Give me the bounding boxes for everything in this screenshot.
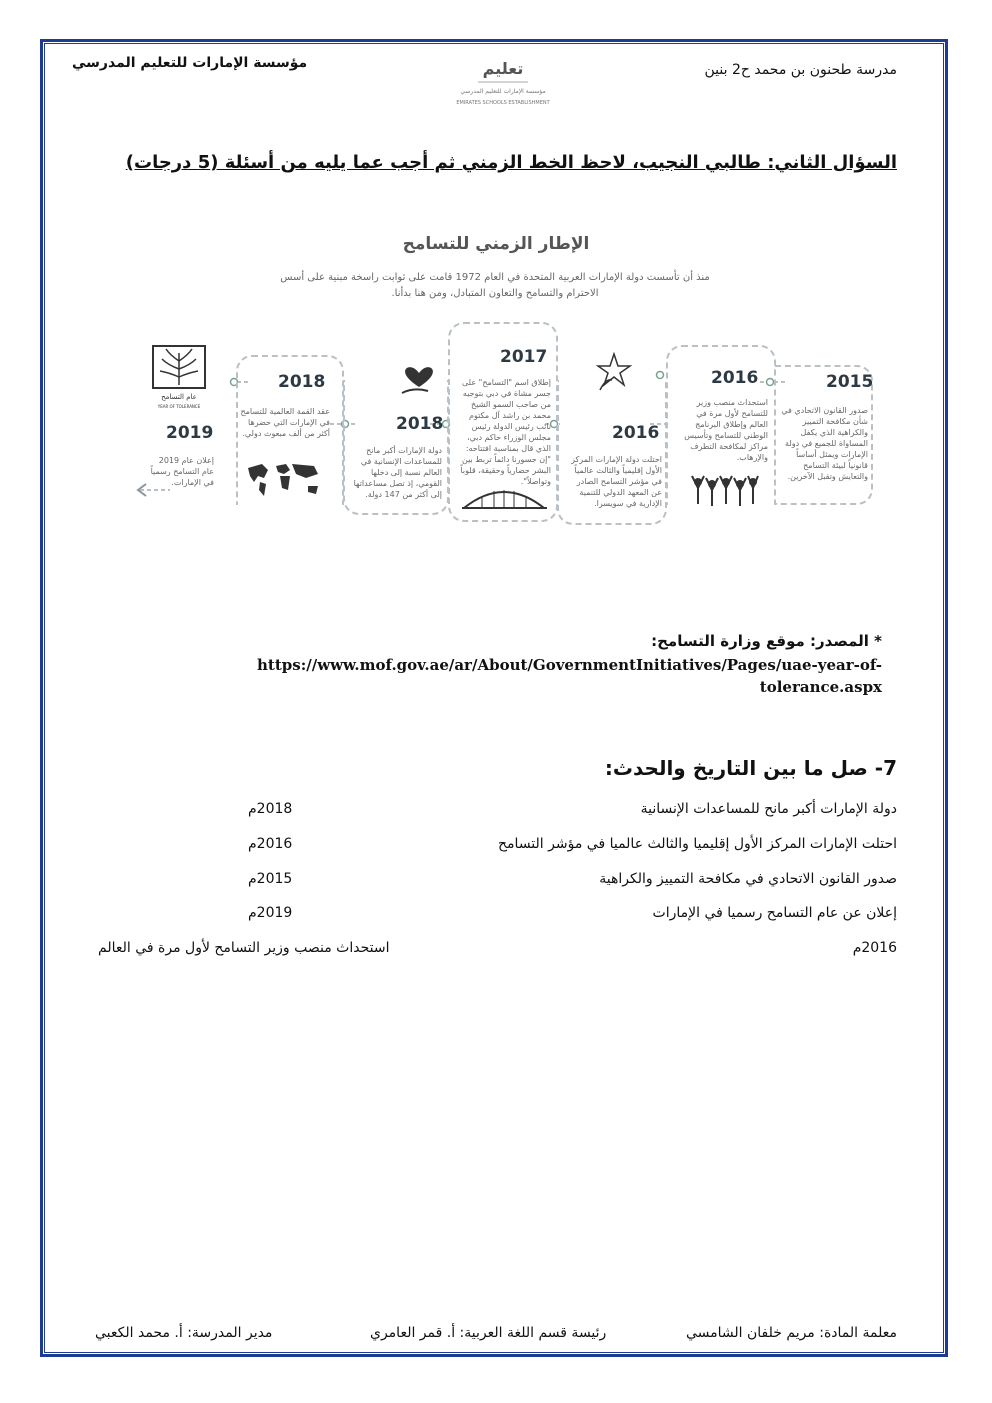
- logo-sub-ar: مؤسسة الإمارات للتعليم المدرسي: [460, 88, 546, 95]
- year-of-tolerance-en: YEAR OF TOLERANCE: [157, 404, 201, 409]
- timeline-text-2015: صدور القانون الاتحادي في شأن مكافحة التمييز والكراهية الذي يكفل المساواة للجميع في دولة الإمارات ويمثل أساساً قانونياً لبيئة التسامح والتعايش وتقبل الآخرين.: [781, 406, 868, 481]
- timeline-year-2019: 2019: [166, 423, 214, 443]
- question-title: السؤال الثاني: طالبي النجيب، لاحظ الخط الزمني ثم أجب عما يليه من أسئلة (5 درجات): [125, 152, 897, 173]
- match-date-2: 2016م: [248, 836, 293, 852]
- timeline-text-2017: إطلاق اسم "التسامح" على جسر مشاة في دبي بتوجيه من صاحب السمو الشيخ محمد بن راشد آل مكتوم نائب رئيس الدولة رئيس مجلس الوزراء حاكم دبي، الذي قال بمناسبة افتتاحه: "إن جسورنا دائماً تربط بين البشر حضارياً وحقيقة، قلوباً وتواصلاً".: [460, 378, 551, 486]
- match-event-2: احتلت الإمارات المركز الأول إقليميا والثالث عالميا في مؤشر التسامح: [498, 836, 897, 852]
- timeline-text-2019: إعلان عام 2019 عام التسامح رسمياً في الإمارات.: [150, 456, 214, 487]
- timeline-intro: منذ أن تأسست دولة الإمارات العربية المتحدة في العام 1972 قامت على ثوابت راسخة مبنية على أسس الاحترام والتسامح والتعاون المتبادل، ومن هنا بدأنا.: [280, 272, 710, 299]
- footer-principal: مدير المدرسة: أ. محمد الكعبي: [95, 1325, 273, 1341]
- bridge-icon: [462, 482, 547, 512]
- year-of-tolerance-ar: عام التسامح: [161, 393, 197, 401]
- year-of-tolerance-logo: [152, 345, 206, 411]
- timeline-text-2016-minister: استحداث منصب وزير للتسامح لأول مرة في العالم وإطلاق البرنامج الوطني للتسامح وتأسيس مراكز لمكافحة التطرف والإرهاب.: [684, 398, 768, 462]
- organization-logo: [456, 52, 550, 122]
- logo-sub-en: EMIRATES SCHOOLS ESTABLISHMENT: [456, 100, 550, 106]
- source-url[interactable]: [182, 654, 882, 698]
- timeline-year-2015: 2015: [826, 372, 874, 392]
- timeline-text-2016-index: احتلت دولة الإمارات المركز الأول إقليمياً والثالث عالمياً في مؤشر التسامح الصادر عن المعهد الدولي للتنمية الإدارية في سويسرا.: [571, 455, 662, 508]
- school-name: مدرسة طحنون بن محمد ح2 بنين: [704, 62, 897, 78]
- organization-name: مؤسسة الإمارات للتعليم المدرسي: [72, 55, 308, 71]
- timeline-year-2016-index: 2016: [612, 423, 660, 443]
- timeline-year-2016-minister: 2016: [711, 368, 759, 388]
- timeline-year-2018-summit: 2018: [278, 372, 326, 392]
- match-event-3: صدور القانون الاتحادي في مكافحة التمييز والكراهية: [599, 871, 897, 887]
- match-event-1: دولة الإمارات أكبر مانح للمساعدات الإنسانية: [640, 801, 897, 817]
- source-url-line1[interactable]: https://www.mof.gov.ae/ar/About/GovernmentInitiatives/Pages/uae-year-of-: [257, 656, 882, 674]
- source-label: * المصدر: موقع وزارة التسامح:: [651, 632, 882, 650]
- people-celebrating-icon: [690, 472, 760, 512]
- hand-star-icon: [592, 350, 636, 394]
- timeline-text-2018-aid: دولة الإمارات أكبر مانح للمساعدات الإنسانية في العالم نسبة إلى دخلها القومي، إذ تصل مساعداتها إلى أكثر من 147 دولة.: [353, 446, 442, 499]
- match-date-4: 2019م: [248, 905, 293, 921]
- timeline-year-2018-aid: 2018: [396, 414, 444, 434]
- world-map-icon: [244, 460, 324, 500]
- footer-teacher: معلمة المادة: مريم خلفان الشامسي: [685, 1325, 897, 1341]
- match-event-5: 2016م: [852, 940, 897, 956]
- timeline-title: الإطار الزمني للتسامح: [402, 234, 590, 254]
- logo-word: تعليم: [482, 59, 524, 78]
- match-date-5: استحداث منصب وزير التسامح لأول مرة في العالم: [98, 940, 390, 956]
- timeline-text-2018-summit: عقد القمة العالمية للتسامح في الإمارات التي حضرها أكثر من ألف مبعوث دولي.: [240, 407, 330, 438]
- match-event-4: إعلان عن عام التسامح رسميا في الإمارات: [652, 905, 897, 921]
- heart-hand-icon: [398, 355, 440, 397]
- match-date-1: 2018م: [248, 801, 293, 817]
- source-url-line2[interactable]: tolerance.aspx: [759, 678, 882, 696]
- footer-dept-head: رئيسة قسم اللغة العربية: أ. قمر العامري: [370, 1325, 607, 1341]
- timeline-year-2017: 2017: [500, 347, 548, 367]
- question7-title: 7- صل ما بين التاريخ والحدث:: [604, 756, 897, 780]
- match-date-3: 2015م: [248, 871, 293, 887]
